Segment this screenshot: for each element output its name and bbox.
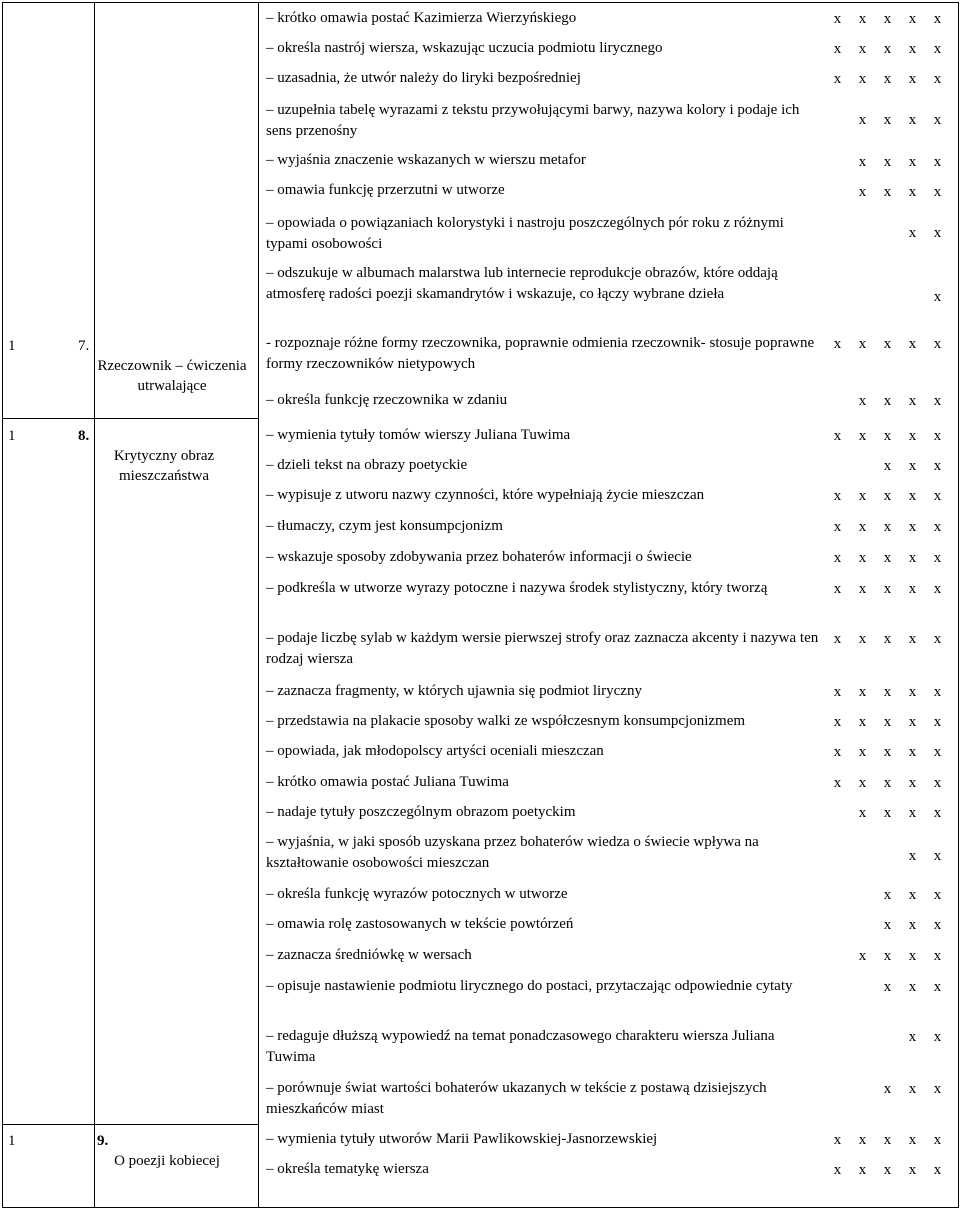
requirement-text: – dzieli tekst na obrazy poetyckie <box>266 457 468 473</box>
requirement-text: – omawia funkcję przerzutni w utworze <box>266 182 505 198</box>
grade-marks <box>825 9 950 29</box>
grade-mark: x <box>908 744 917 760</box>
requirement-text: – porównuje świat wartości bohaterów ukazanych w tekście z postawą dzisiejszych mieszkańców miast <box>266 1080 767 1117</box>
grade-mark: x <box>883 154 892 170</box>
grade-marks <box>825 334 950 354</box>
grade-mark: x <box>933 805 942 821</box>
grade-mark: x <box>908 848 917 864</box>
grade-mark: x <box>883 41 892 57</box>
grade-mark: x <box>858 948 867 964</box>
grade-mark: x <box>908 393 917 409</box>
grade-marks <box>825 712 950 732</box>
requirement-text: – określa nastrój wiersza, wskazując uczucia podmiotu lirycznego <box>266 40 663 56</box>
grade-marks <box>825 579 950 599</box>
requirement-text: – zaznacza średniówkę w wersach <box>266 947 472 963</box>
table-border-left <box>2 2 3 1208</box>
grade-mark: x <box>908 225 917 241</box>
grade-mark: x <box>908 1029 917 1045</box>
grade-mark: x <box>908 519 917 535</box>
requirement-text: – wymienia tytuły tomów wierszy Juliana Tuwima <box>266 427 571 443</box>
grade-marks <box>850 182 950 202</box>
grade-marks <box>825 682 950 702</box>
grade-marks <box>850 391 950 411</box>
requirement-text: – omawia rolę zastosowanych w tekście powtórzeń <box>266 916 574 932</box>
grade-mark: x <box>883 805 892 821</box>
grade-mark: x <box>833 41 842 57</box>
requirement-text: – podaje liczbę sylab w każdym wersie pierwszej strofy oraz zaznacza akcenty i nazywa ten rodzaj wiersza <box>266 630 819 667</box>
grade-mark: x <box>883 458 892 474</box>
grade-mark: x <box>933 336 942 352</box>
requirement-text: - rozpoznaje różne formy rzeczownika, poprawnie odmienia rzeczownik- stosuje poprawne formy rzeczowników nietypowych <box>266 335 815 372</box>
grade-mark: x <box>883 112 892 128</box>
grade-mark: x <box>883 979 892 995</box>
grade-mark: x <box>908 488 917 504</box>
grade-mark: x <box>883 887 892 903</box>
grade-marks <box>850 946 950 966</box>
grade-mark: x <box>833 684 842 700</box>
grade-mark: x <box>883 744 892 760</box>
grade-mark: x <box>858 11 867 27</box>
grade-mark: x <box>933 428 942 444</box>
lesson-divider <box>2 418 259 419</box>
grade-mark: x <box>933 631 942 647</box>
grade-mark: x <box>858 393 867 409</box>
grade-mark: x <box>833 1132 842 1148</box>
grade-marks <box>875 915 950 935</box>
grade-marks <box>825 548 950 568</box>
requirement-text: – wypisuje z utworu nazwy czynności, które wypełniają życie mieszczan <box>266 487 705 503</box>
grade-marks <box>925 287 950 307</box>
table-border-right <box>958 2 959 1208</box>
requirement-text: – przedstawia na plakacie sposoby walki ze współczesnym konsumpcjonizmem <box>266 713 746 729</box>
grade-mark: x <box>883 631 892 647</box>
requirement-text: – wskazuje sposoby zdobywania przez bohaterów informacji o świecie <box>266 549 692 565</box>
requirement-text: – wymienia tytuły utworów Marii Pawlikowskiej-Jasnorzewskiej <box>266 1131 658 1147</box>
grade-mark: x <box>858 154 867 170</box>
grade-mark: x <box>933 744 942 760</box>
lesson-hours: 1 <box>8 338 16 354</box>
grade-mark: x <box>933 775 942 791</box>
lesson-hours: 1 <box>8 1133 16 1149</box>
grade-mark: x <box>933 1132 942 1148</box>
grade-mark: x <box>883 393 892 409</box>
grade-mark: x <box>883 488 892 504</box>
grade-mark: x <box>833 581 842 597</box>
grade-marks <box>825 69 950 89</box>
grade-mark: x <box>908 154 917 170</box>
requirement-text: – określa funkcję rzeczownika w zdaniu <box>266 392 508 408</box>
requirement-text: – wyjaśnia, w jaki sposób uzyskana przez bohaterów wiedza o świecie wpływa na kształtowanie osobowości mieszczan <box>266 834 759 871</box>
grade-mark: x <box>933 581 942 597</box>
requirement-text: – odszukuje w albumach malarstwa lub internecie reprodukcje obrazów, które oddają atmosferę radości poezji skamandrytów i wskazuje, co łączy wybrane dzieła <box>266 265 778 302</box>
grade-mark: x <box>883 336 892 352</box>
grade-mark: x <box>833 71 842 87</box>
requirement-text: – tłumaczy, czym jest konsumpcjonizm <box>266 518 503 534</box>
grade-mark: x <box>883 184 892 200</box>
grade-mark: x <box>858 428 867 444</box>
grade-mark: x <box>933 458 942 474</box>
grade-mark: x <box>908 714 917 730</box>
grade-mark: x <box>858 744 867 760</box>
requirement-text: – krótko omawia postać Juliana Tuwima <box>266 774 509 790</box>
lesson-title: Krytyczny obraz mieszczaństwa <box>113 448 215 484</box>
grade-marks <box>825 426 950 446</box>
grade-mark: x <box>908 887 917 903</box>
grade-mark: x <box>858 1162 867 1178</box>
grade-mark: x <box>933 519 942 535</box>
grade-marks <box>825 517 950 537</box>
grade-mark: x <box>858 184 867 200</box>
grade-mark: x <box>858 805 867 821</box>
table-border-bottom <box>2 1207 959 1208</box>
grade-mark: x <box>908 684 917 700</box>
grade-marks <box>900 223 950 243</box>
grade-marks <box>875 1079 950 1099</box>
grade-mark: x <box>933 917 942 933</box>
grade-mark: x <box>933 184 942 200</box>
grade-mark: x <box>933 71 942 87</box>
grade-mark: x <box>883 917 892 933</box>
lesson-divider <box>2 1124 259 1125</box>
grade-mark: x <box>858 714 867 730</box>
grade-mark: x <box>908 428 917 444</box>
requirement-text: – uzasadnia, że utwór należy do liryki bezpośredniej <box>266 70 581 86</box>
grade-marks <box>825 742 950 762</box>
grade-mark: x <box>908 581 917 597</box>
grade-mark: x <box>858 336 867 352</box>
grade-mark: x <box>908 805 917 821</box>
grade-mark: x <box>933 1081 942 1097</box>
lesson-number: 7. <box>78 338 90 354</box>
grade-mark: x <box>933 848 942 864</box>
grade-mark: x <box>883 11 892 27</box>
grade-marks <box>900 846 950 866</box>
requirement-text: – uzupełnia tabelę wyrazami z tekstu przywołującymi barwy, nazywa kolory i podaje ich sens przenośny <box>266 102 800 139</box>
grade-marks <box>850 803 950 823</box>
grade-mark: x <box>908 775 917 791</box>
grade-mark: x <box>883 550 892 566</box>
grade-marks <box>875 456 950 476</box>
grade-mark: x <box>858 71 867 87</box>
requirement-text: – opisuje nastawienie podmiotu lirycznego do postaci, przytaczając odpowiednie cytaty <box>266 978 793 994</box>
requirement-text: – nadaje tytuły poszczególnym obrazom poetyckim <box>266 804 576 820</box>
lesson-number: 9. <box>97 1133 109 1149</box>
grade-mark: x <box>933 714 942 730</box>
grade-mark: x <box>858 631 867 647</box>
grade-mark: x <box>908 1081 917 1097</box>
grade-mark: x <box>883 581 892 597</box>
grade-mark: x <box>858 1132 867 1148</box>
grade-mark: x <box>933 393 942 409</box>
grade-mark: x <box>833 631 842 647</box>
grade-mark: x <box>833 714 842 730</box>
grade-mark: x <box>908 631 917 647</box>
grade-marks <box>875 885 950 905</box>
requirement-text: – redaguje dłuższą wypowiedź na temat ponadczasowego charakteru wiersza Juliana Tuwima <box>266 1028 775 1065</box>
grade-mark: x <box>908 112 917 128</box>
requirement-text: – opowiada o powiązaniach kolorystyki i nastroju poszczególnych pór roku z różnymi typami osobowości <box>266 215 784 252</box>
grade-mark: x <box>908 1162 917 1178</box>
grade-mark: x <box>858 519 867 535</box>
grade-mark: x <box>908 458 917 474</box>
grade-mark: x <box>833 775 842 791</box>
grade-marks <box>850 110 950 130</box>
grade-mark: x <box>933 684 942 700</box>
grade-mark: x <box>933 948 942 964</box>
grade-mark: x <box>908 41 917 57</box>
grade-mark: x <box>858 550 867 566</box>
grade-mark: x <box>933 887 942 903</box>
grade-marks <box>825 1130 950 1150</box>
grade-marks <box>825 629 950 649</box>
grade-mark: x <box>883 1081 892 1097</box>
requirement-text: – zaznacza fragmenty, w których ujawnia się podmiot liryczny <box>266 683 642 699</box>
grade-mark: x <box>908 948 917 964</box>
grade-mark: x <box>908 1132 917 1148</box>
grade-mark: x <box>933 154 942 170</box>
grade-mark: x <box>933 41 942 57</box>
grade-mark: x <box>933 225 942 241</box>
grade-mark: x <box>933 979 942 995</box>
requirement-text: – podkreśla w utworze wyrazy potoczne i nazywa środek stylistyczny, który tworzą <box>266 580 768 596</box>
grade-mark: x <box>933 289 942 305</box>
grade-mark: x <box>908 550 917 566</box>
grade-mark: x <box>883 71 892 87</box>
grade-mark: x <box>933 1162 942 1178</box>
grade-mark: x <box>858 775 867 791</box>
column-divider <box>258 2 259 1208</box>
grade-mark: x <box>833 488 842 504</box>
grade-marks <box>825 39 950 59</box>
grade-mark: x <box>858 684 867 700</box>
grade-mark: x <box>908 11 917 27</box>
lesson-number: 8. <box>78 428 90 444</box>
grade-mark: x <box>833 744 842 760</box>
lesson-hours: 1 <box>8 428 16 444</box>
grade-mark: x <box>933 11 942 27</box>
requirement-text: – wyjaśnia znaczenie wskazanych w wierszu metafor <box>266 152 586 168</box>
requirement-text: – określa funkcję wyrazów potocznych w utworze <box>266 886 568 902</box>
grade-mark: x <box>933 112 942 128</box>
grade-mark: x <box>908 336 917 352</box>
grade-mark: x <box>908 917 917 933</box>
grade-mark: x <box>833 11 842 27</box>
grade-mark: x <box>883 1162 892 1178</box>
grade-mark: x <box>883 714 892 730</box>
grade-mark: x <box>883 519 892 535</box>
grade-marks <box>825 486 950 506</box>
grade-mark: x <box>883 428 892 444</box>
grade-mark: x <box>933 1029 942 1045</box>
table-border-top <box>2 2 959 3</box>
grade-marks <box>850 152 950 172</box>
grade-mark: x <box>883 775 892 791</box>
grade-mark: x <box>883 948 892 964</box>
grade-marks <box>900 1027 950 1047</box>
requirement-text: – opowiada, jak młodopolscy artyści oceniali mieszczan <box>266 743 604 759</box>
requirement-text: – określa tematykę wiersza <box>266 1161 429 1177</box>
grade-mark: x <box>858 112 867 128</box>
column-divider <box>94 2 95 1208</box>
grade-mark: x <box>833 336 842 352</box>
grade-mark: x <box>833 428 842 444</box>
grade-mark: x <box>833 1162 842 1178</box>
grade-mark: x <box>883 684 892 700</box>
grade-mark: x <box>858 41 867 57</box>
grade-marks <box>825 773 950 793</box>
grade-mark: x <box>933 550 942 566</box>
grade-mark: x <box>908 71 917 87</box>
grade-mark: x <box>858 581 867 597</box>
grade-mark: x <box>908 184 917 200</box>
grade-mark: x <box>833 550 842 566</box>
grade-mark: x <box>908 979 917 995</box>
grade-mark: x <box>933 488 942 504</box>
grade-mark: x <box>833 519 842 535</box>
requirement-text: – krótko omawia postać Kazimierza Wierzyńskiego <box>266 10 577 26</box>
lesson-title: Rzeczownik – ćwiczenia utrwalające <box>97 358 247 394</box>
grade-marks <box>875 977 950 997</box>
grade-mark: x <box>883 1132 892 1148</box>
grade-marks <box>825 1160 950 1180</box>
grade-mark: x <box>858 488 867 504</box>
lesson-title: O poezji kobiecej <box>114 1153 220 1169</box>
